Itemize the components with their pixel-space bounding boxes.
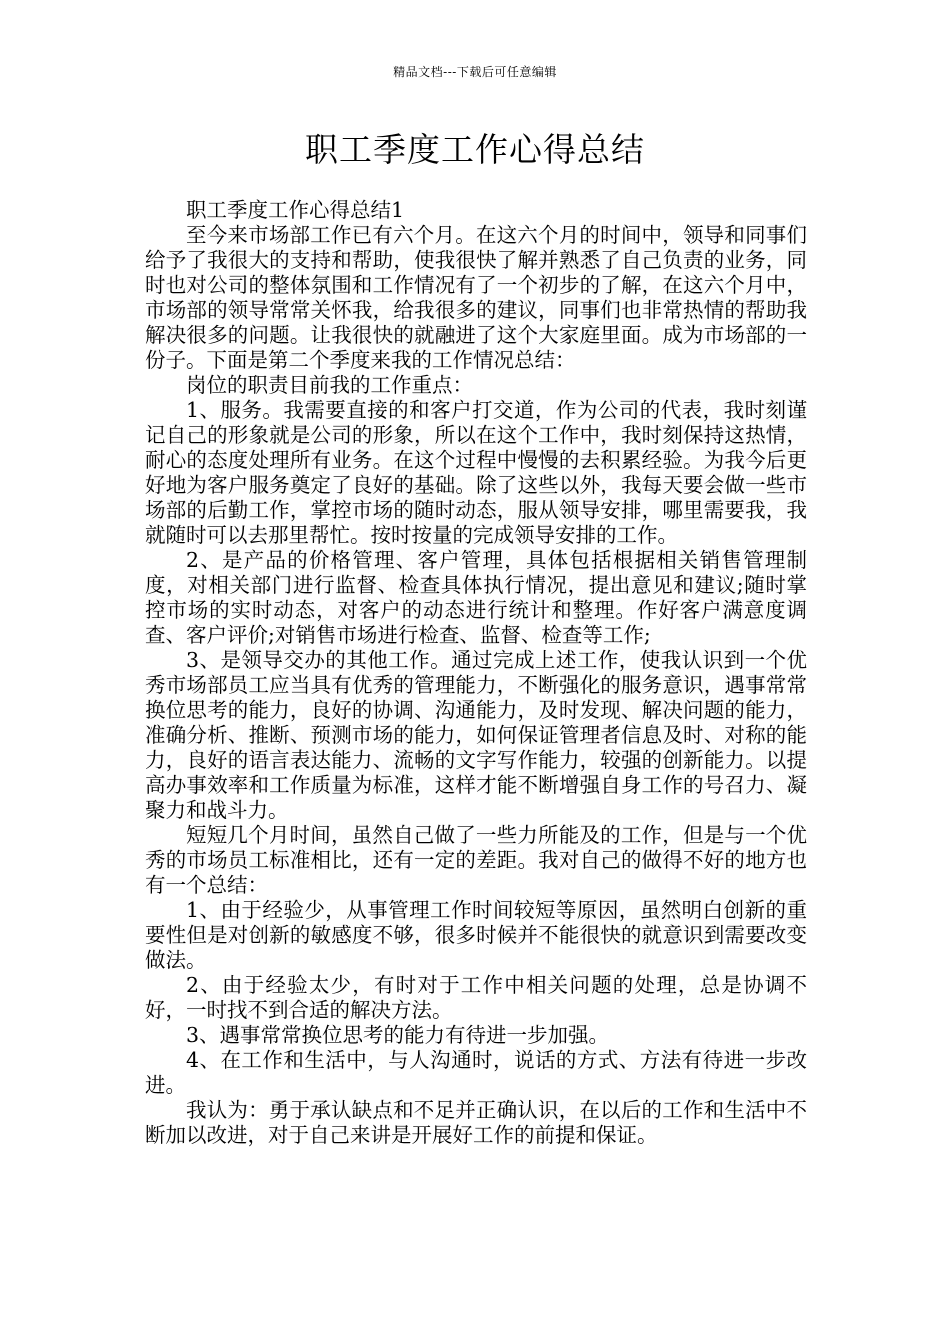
paragraph: 岗位的职责目前我的工作重点： xyxy=(186,373,473,397)
document-body xyxy=(145,198,807,1148)
paragraph: 短短几个月时间，虽然自己做了一些力所能及的工作，但是与一个优秀的市场员工标准相比，还有一定的差距。我对自己的做得不好的地方也有一个总结： xyxy=(145,823,807,897)
paragraph: 至今来市场部工作已有六个月。在这六个月的时间中，领导和同事们给予了我很大的支持和帮助，使我很快了解并熟悉了自己负责的业务，同时也对公司的整体氛围和工作情况有了一个初步的了解，在这六个月中，市场部的领导常常关怀我，给我很多的建议，同事们也非常热情的帮助我解决很多的问题。让我很快的就融进了这个大家庭里面。成为市场部的一份子。下面是第二个季度来我的工作情况总结： xyxy=(145,223,807,372)
paragraph: 1、服务。我需要直接的和客户打交道，作为公司的代表，我时刻谨记自己的形象就是公司的形象，所以在这个工作中，我时刻保持这热情，耐心的态度处理所有业务。在这个过程中慢慢的去积累经验。为我今后更好地为客户服务奠定了良好的基础。除了这些以外，我每天要会做一些市场部的后勤工作，掌控市场的随时动态，服从领导安排，哪里需要我，我就随时可以去那里帮忙。按时按量的完成领导安排的工作。 xyxy=(145,398,807,547)
paragraph: 3、遇事常常换位思考的能力有待进一步加强。 xyxy=(186,1023,610,1047)
paragraph: 1、由于经验少，从事管理工作时间较短等原因，虽然明白创新的重要性但是对创新的敏感度不够，很多时候并不能很快的就意识到需要改变做法。 xyxy=(145,898,807,972)
subtitle-paragraph: 职工季度工作心得总结1 xyxy=(186,198,405,222)
paragraph: 4、在工作和生活中，与人沟通时，说话的方式、方法有待进一步改进。 xyxy=(145,1048,807,1097)
page-header: 精品文档---下载后可任意编辑 xyxy=(393,65,557,79)
paragraph: 3、是领导交办的其他工作。通过完成上述工作，使我认识到一个优秀市场部员工应当具有优秀的管理能力，不断强化的服务意识，遇事常常换位思考的能力，良好的协调、沟通能力，及时发现、解决问题的能力，准确分析、推断、预测市场的能力，如何保证管理者信息及时、对称的能力，良好的语言表达能力、流畅的文字写作能力，较强的创新能力。以提高办事效率和工作质量为标准，这样才能不断增强自身工作的号召力、凝聚力和战斗力。 xyxy=(145,648,807,822)
document-title: 职工季度工作心得总结 xyxy=(305,130,645,169)
paragraph: 2、由于经验太少，有时对于工作中相关问题的处理，总是协调不好，一时找不到合适的解决方法。 xyxy=(145,973,807,1022)
paragraph: 我认为：勇于承认缺点和不足并正确认识，在以后的工作和生活中不断加以改进，对于自己来讲是开展好工作的前提和保证。 xyxy=(145,1098,807,1147)
paragraph: 2、是产品的价格管理、客户管理，具体包括根据相关销售管理制度，对相关部门进行监督、检查具体执行情况，提出意见和建议;随时掌控市场的实时动态，对客户的动态进行统计和整理。作好客户满意度调查、客户评价;对销售市场进行检查、监督、检查等工作; xyxy=(145,548,807,647)
